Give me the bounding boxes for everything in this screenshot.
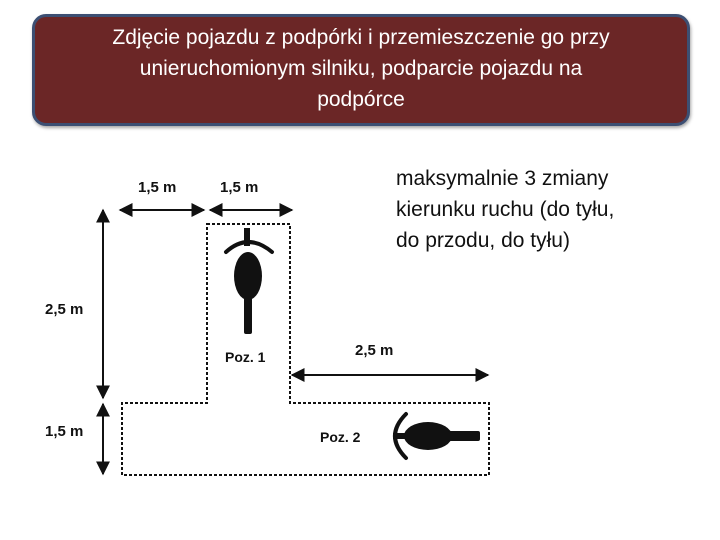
motorcycle-position-2-icon xyxy=(393,414,480,458)
note-line-1: maksymalnie 3 zmiany xyxy=(396,167,609,190)
position-1-label: Poz. 1 xyxy=(225,349,266,365)
note-line-3: do przodu, do tyłu) xyxy=(396,229,570,252)
dim-label-top-right: 1,5 m xyxy=(220,179,259,196)
position-2-label: Poz. 2 xyxy=(320,429,361,445)
title-line-3: podpórce xyxy=(317,88,405,111)
title-line-2: unieruchomionym silniku, podparcie pojazdu na xyxy=(139,57,583,80)
motorcycle-position-1-icon xyxy=(226,228,272,334)
dim-label-left-lower: 1,5 m xyxy=(45,423,84,440)
dim-label-right: 2,5 m xyxy=(355,342,394,359)
dim-label-top-left: 1,5 m xyxy=(138,179,177,196)
note-line-2: kierunku ruchu (do tyłu, xyxy=(396,198,615,221)
dim-label-left-upper: 2,5 m xyxy=(45,301,84,318)
title-line-1: Zdjęcie pojazdu z podpórki i przemieszczenie go przy xyxy=(112,26,610,49)
